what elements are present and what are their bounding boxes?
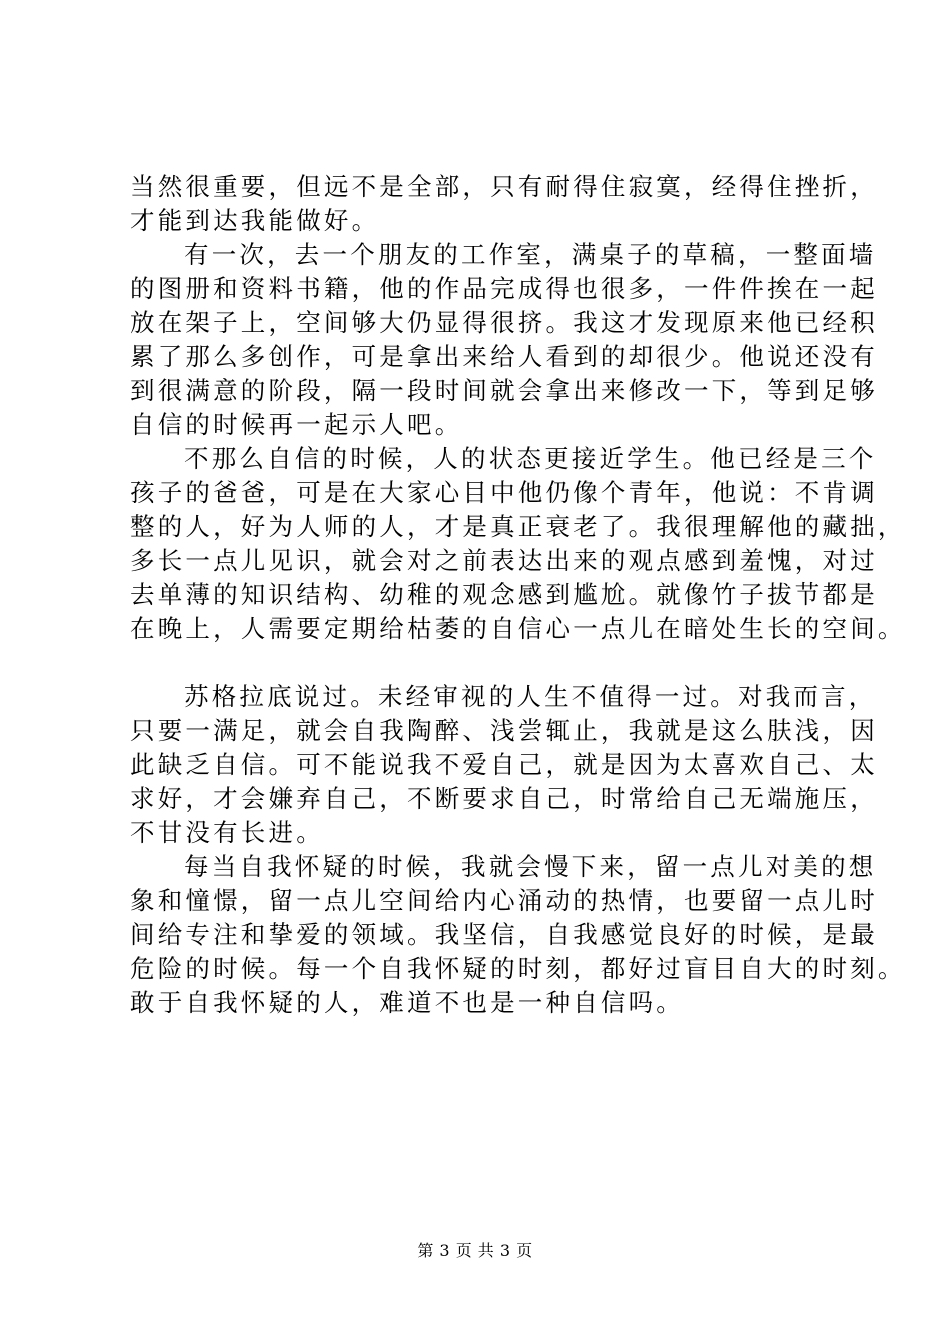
text-line: 此缺乏自信。可不能说我不爱自己，就是因为太喜欢自己、太 [130,750,878,779]
text-line: 求好，才会嫌弃自己，不断要求自己，时常给自己无端施压， [130,784,878,813]
paragraph-first-line: 每当自我怀疑的时候，我就会慢下来，留一点儿对美的想 [184,852,877,881]
text-line: 危险的时候。每一个自我怀疑的时刻，都好过盲目自大的时刻。 [130,954,906,983]
paragraph-first-line: 不那么自信的时候，人的状态更接近学生。他已经是三个 [184,444,877,473]
text-line: 到很满意的阶段，隔一段时间就会拿出来修改一下，等到足够 [130,376,878,405]
paragraph-first-line: 有一次，去一个朋友的工作室，满桌子的草稿，一整面墙 [184,240,877,269]
text-line: 敢于自我怀疑的人，难道不也是一种自信吗。 [130,988,684,1017]
page-number-footer: 第 3 页 共 3 页 [417,1241,533,1260]
text-line: 不甘没有长进。 [130,818,324,847]
text-line: 孩子的爸爸，可是在大家心目中他仍像个青年，他说：不肯调 [130,478,878,507]
text-line: 的图册和资料书籍，他的作品完成得也很多，一件件挨在一起 [130,274,878,303]
text-line: 整的人，好为人师的人，才是真正衰老了。我很理解他的藏拙， [130,512,906,541]
text-line: 自信的时候再一起示人吧。 [130,410,463,439]
text-line: 只要一满足，就会自我陶醉、浅尝辄止，我就是这么肤浅，因 [130,716,878,745]
text-line: 多长一点儿见识，就会对之前表达出来的观点感到羞愧，对过 [130,546,878,575]
text-line: 去单薄的知识结构、幼稚的观念感到尴尬。就像竹子拔节都是 [130,580,878,609]
document-body [130,170,906,1020]
text-line: 象和憧憬，留一点儿空间给内心涌动的热情，也要留一点儿时 [130,886,878,915]
text-line: 间给专注和挚爱的领域。我坚信，自我感觉良好的时候，是最 [130,920,878,949]
text-line: 累了那么多创作，可是拿出来给人看到的却很少。他说还没有 [130,342,878,371]
paragraph-first-line: 苏格拉底说过。未经审视的人生不值得一过。对我而言， [184,682,877,711]
paragraph-gap [130,646,852,680]
text-line: 在晚上，人需要定期给枯萎的自信心一点儿在暗处生长的空间。 [130,614,906,643]
text-line: 放在架子上，空间够大仍显得很挤。我这才发现原来他已经积 [130,308,878,337]
text-line: 当然很重要，但远不是全部，只有耐得住寂寞，经得住挫折， [130,172,878,201]
text-line: 才能到达我能做好。 [130,206,380,235]
